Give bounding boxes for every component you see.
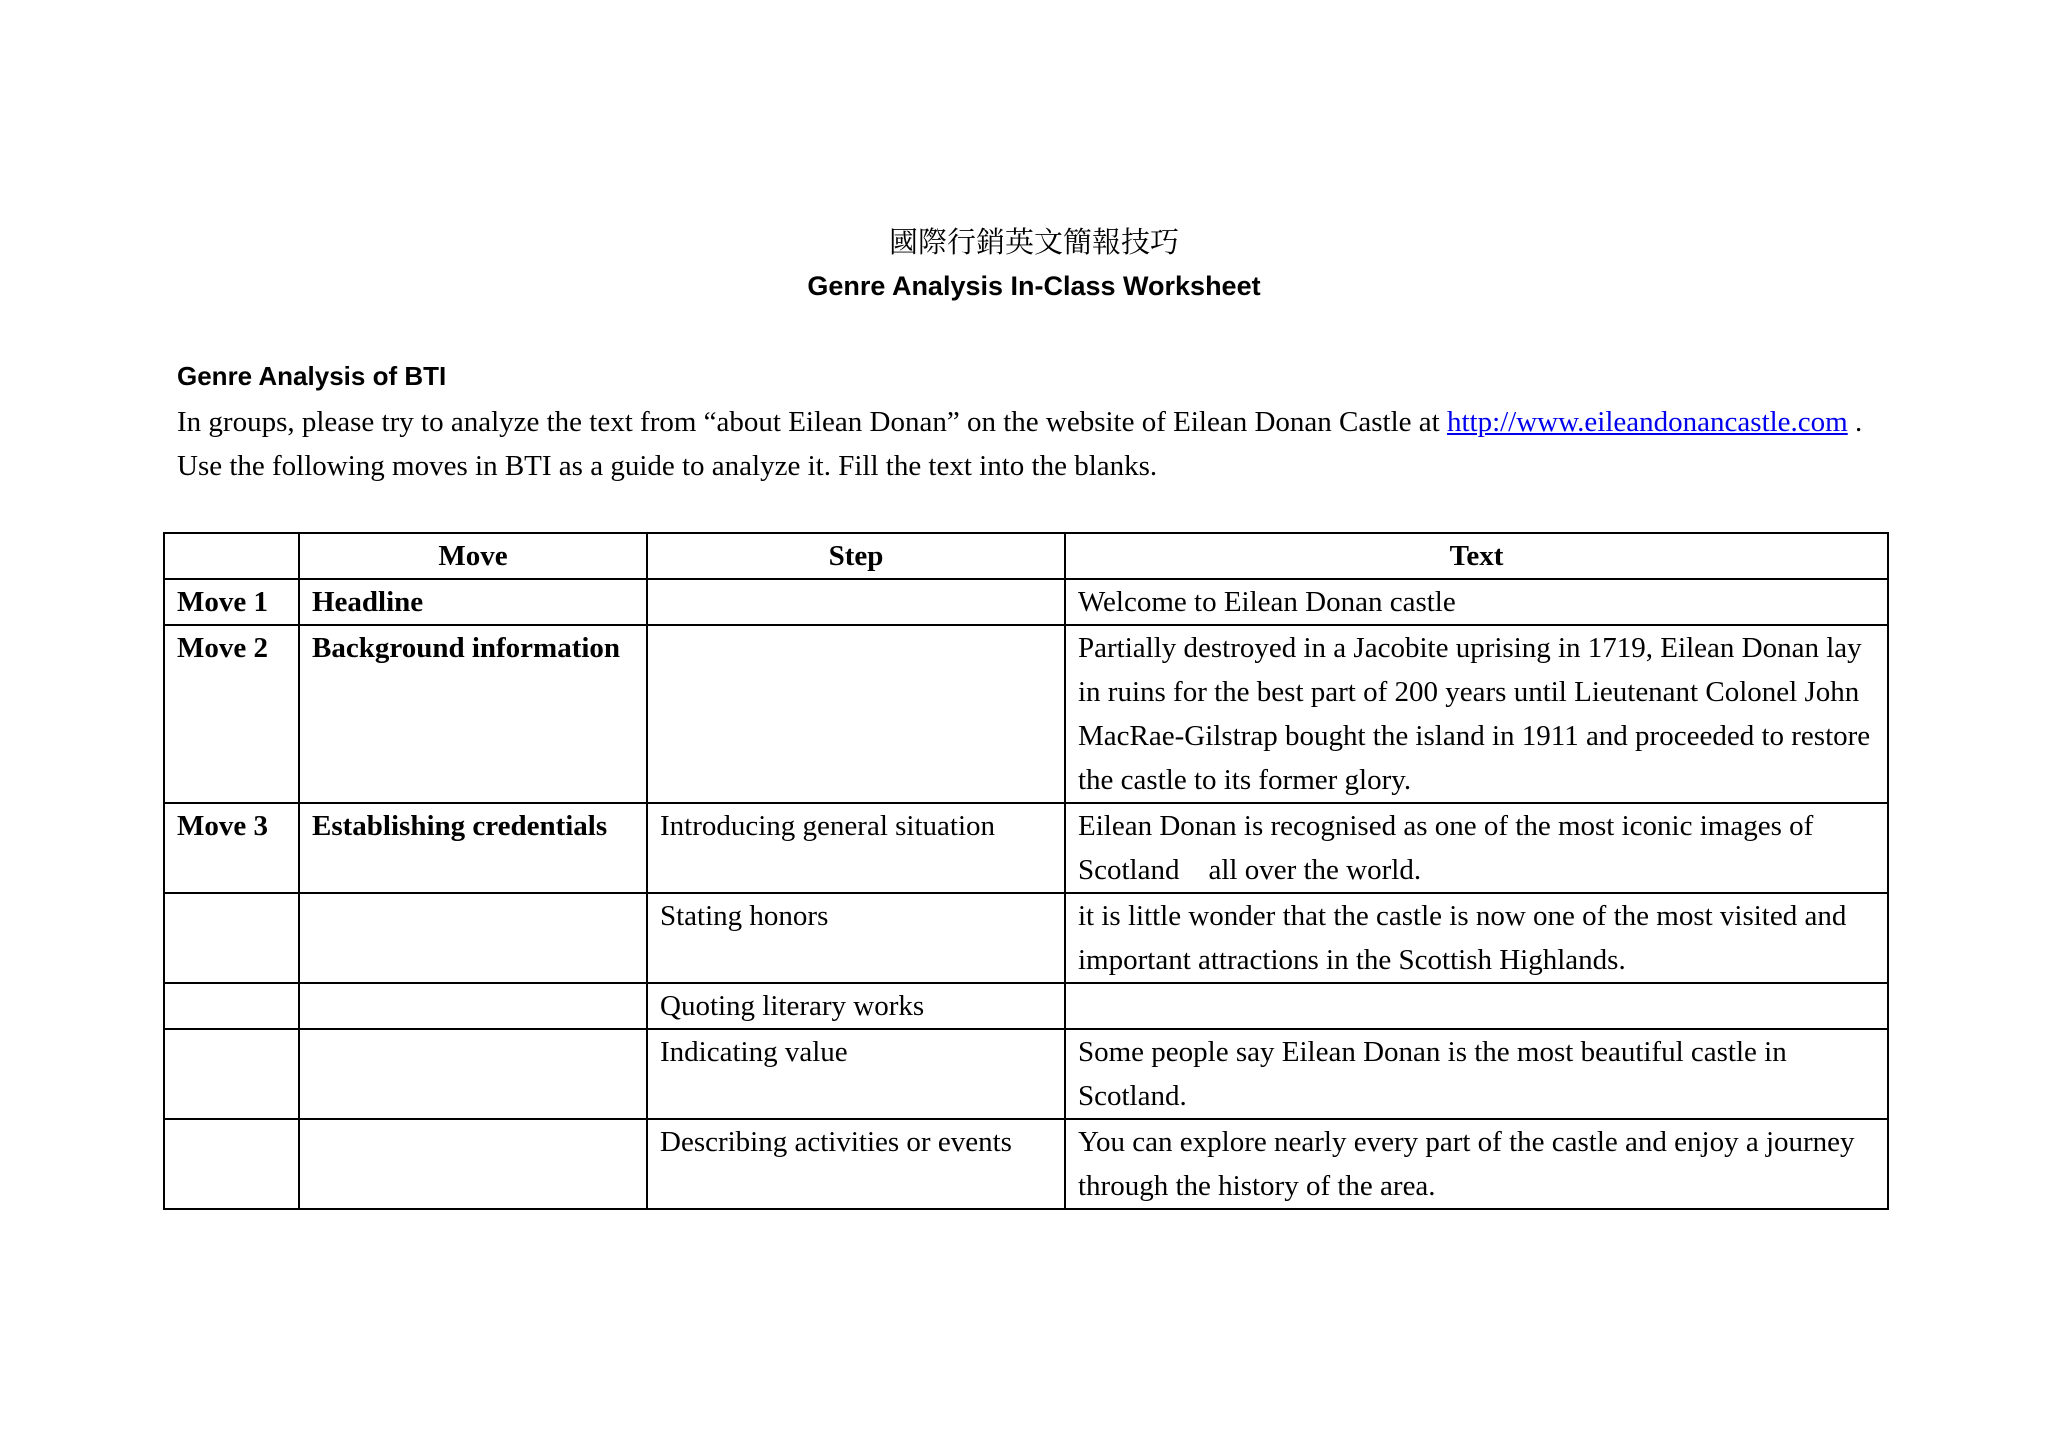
header-step: Step [647, 533, 1065, 579]
text-cell: Eilean Donan is recognised as one of the most iconic images of Scotland all over the world. [1065, 803, 1888, 893]
header-text: Text [1065, 533, 1888, 579]
move-number [164, 983, 299, 1029]
move-name [299, 983, 647, 1029]
text-cell: it is little wonder that the castle is now one of the most visited and important attractions in the Scottish Highlands. [1065, 893, 1888, 983]
table-row [164, 803, 1888, 893]
table-row [164, 1119, 1888, 1209]
step-cell [647, 579, 1065, 625]
move-number: Move 1 [164, 579, 299, 625]
instructions [177, 400, 2017, 488]
instructions-line-1-end: . [1847, 406, 1863, 438]
header-move: Move [299, 533, 647, 579]
instructions-line-1 [177, 400, 2017, 444]
move-name: Establishing credentials [299, 803, 647, 893]
move-number [164, 893, 299, 983]
step-cell: Introducing general situation [647, 803, 1065, 893]
step-cell [647, 625, 1065, 803]
table-row [164, 579, 1888, 625]
text-cell: You can explore nearly every part of the castle and enjoy a journey through the history of the area. [1065, 1119, 1888, 1209]
text-cell: Partially destroyed in a Jacobite uprising in 1719, Eilean Donan lay in ruins for the best part of 200 years until Lieutenant Colonel John MacRae-Gilstrap bought the island in 1911 and proceeded to restore the castle to its former glory. [1065, 625, 1888, 803]
table-row [164, 625, 1888, 803]
move-name [299, 1029, 647, 1119]
worksheet-title: Genre Analysis In-Class Worksheet [807, 271, 1261, 301]
table-header-row [164, 533, 1888, 579]
move-number: Move 2 [164, 625, 299, 803]
move-number: Move 3 [164, 803, 299, 893]
instructions-line-1-text: In groups, please try to analyze the text from “about Eilean Donan” on the website of Eilean Donan Castle at [177, 406, 1447, 438]
text-cell: Some people say Eilean Donan is the most beautiful castle in Scotland. [1065, 1029, 1888, 1119]
move-number [164, 1029, 299, 1119]
course-title-chinese: 國際行銷英文簡報技巧 [888, 225, 1179, 259]
move-name [299, 893, 647, 983]
move-name: Headline [299, 579, 647, 625]
castle-website-link[interactable]: http://www.eileandonancastle.com [1446, 406, 1848, 438]
step-cell: Quoting literary works [647, 983, 1065, 1029]
step-cell: Indicating value [647, 1029, 1065, 1119]
text-cell-blank[interactable] [1065, 983, 1888, 1029]
table-row [164, 1029, 1888, 1119]
move-name: Background information [299, 625, 647, 803]
move-name [299, 1119, 647, 1209]
table-row [164, 893, 1888, 983]
step-cell: Stating honors [647, 893, 1065, 983]
text-cell: Welcome to Eilean Donan castle [1065, 579, 1888, 625]
table-row [164, 983, 1888, 1029]
header-blank [164, 533, 299, 579]
move-number [164, 1119, 299, 1209]
section-heading: Genre Analysis of BTI [177, 361, 447, 391]
step-cell: Describing activities or events [647, 1119, 1065, 1209]
moves-table [163, 532, 1889, 1210]
instructions-line-2: Use the following moves in BTI as a guide to analyze it. Fill the text into the blanks. [177, 450, 1158, 482]
